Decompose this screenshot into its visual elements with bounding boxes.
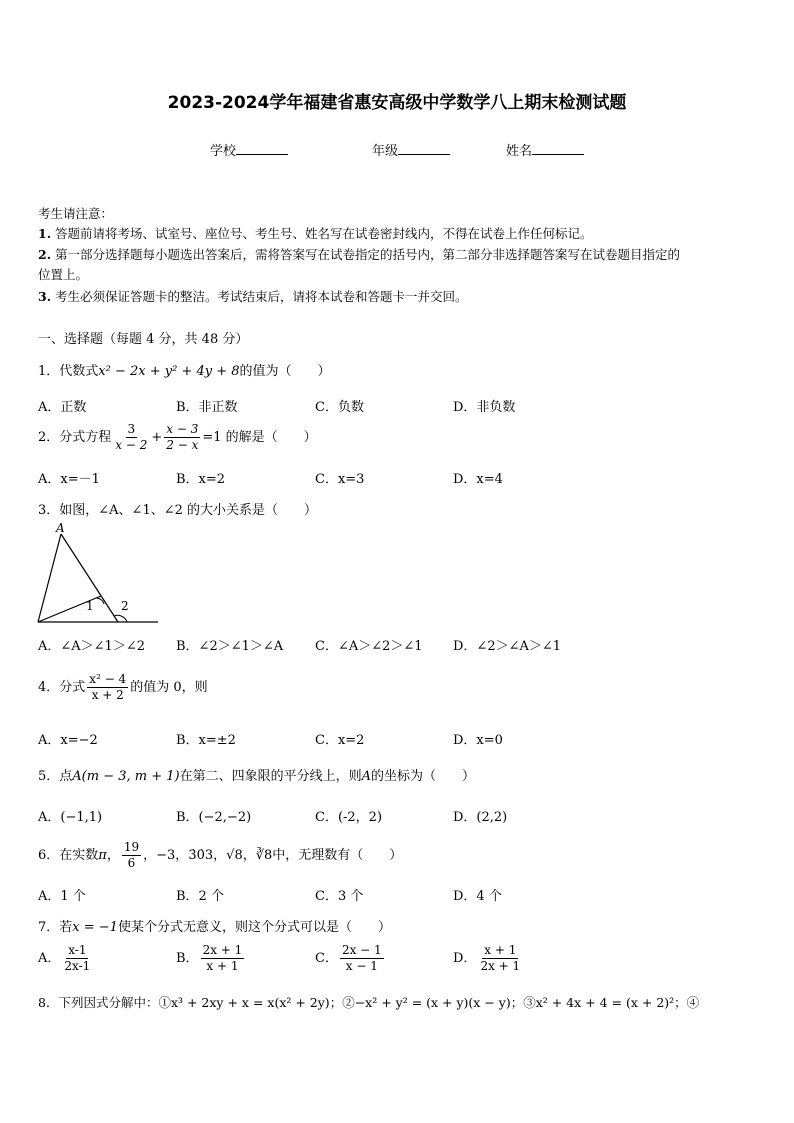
question-2: 2．分式方程 $\frac{3}{x - 2}$ + $\frac{x - 3}{2 - x}$ =1 的解是（ ） (38, 422, 317, 452)
option-b[interactable]: B． $\frac{2x + 1}{x + 1}$ (176, 943, 243, 973)
question-7: 7．若x = −1使某个分式无意义，则这个分式可以是（ ） (38, 920, 391, 935)
option-b[interactable]: B．2 个 (176, 889, 224, 904)
option-c[interactable]: C．(-2，2) (315, 810, 383, 825)
notice-item: 1. 答题前请将考场、试室号、座位号、考生号、姓名写在试卷密封线内，不得在试卷上作任何标记。 (38, 226, 593, 241)
notice-heading: 考生请注意： (38, 206, 114, 221)
question-4: 4．分式 $\frac{\text{x² − 4}}{x + 2}$ 的值为 0，则 (38, 672, 208, 702)
option-a[interactable]: A．x=−2 (38, 733, 98, 748)
sqrt-8: √8 (226, 848, 243, 863)
option-a[interactable]: A．正数 (38, 400, 87, 415)
fraction: $\frac{19}{6}$ (123, 840, 140, 870)
school-field[interactable] (210, 140, 288, 159)
notice-item: 2. 第一部分选择题每小题选出答案后，需将答案写在试卷指定的括号内，第二部分非选择题答案写在试卷题目指定的 (38, 247, 681, 262)
option-c[interactable]: C．3 个 (315, 889, 364, 904)
option-c[interactable]: C．x=3 (315, 472, 365, 487)
option-c[interactable]: C． $\frac{2x - 1}{x - 1}$ (315, 943, 382, 973)
option-d[interactable]: D．(2,2) (453, 810, 508, 825)
fraction: $\frac{\text{x² − 4}}{x + 2}$ (89, 672, 127, 702)
option-b[interactable]: B．x=2 (176, 472, 226, 487)
school-label: 学校 (210, 144, 237, 159)
option-b[interactable]: B．∠2＞∠1＞∠A (176, 639, 284, 654)
question-1: 1．代数式x² − 2x + y² + 4y + 8的值为（ ） (38, 364, 331, 379)
option-c[interactable]: C．∠A＞∠2＞∠1 (315, 639, 423, 654)
option-b[interactable]: B．x=±2 (176, 733, 236, 748)
fraction: $\frac{3}{x - 2}$ (115, 422, 148, 452)
question-6: 6．在实数π， $\frac{19}{6}$ ，−3，3̇0̇3，√8，∛8中，无理数有（ ） (38, 840, 403, 870)
grade-field[interactable] (372, 140, 450, 159)
vertex-a-label: A (56, 521, 65, 535)
option-d[interactable]: D．∠2＞∠A＞∠1 (453, 639, 562, 654)
repeating-decimal: 3̇0̇3 (188, 848, 214, 863)
option-b[interactable]: B．(−2,−2) (176, 810, 252, 825)
expression: x² − 2x + y² + 4y + 8 (98, 364, 240, 379)
notice-item: 3. 考生必须保证答题卡的整洁。考试结束后，请将本试卷和答题卡一并交回。 (38, 289, 468, 304)
grade-label: 年级 (372, 144, 399, 159)
name-label: 姓名 (506, 144, 533, 159)
angle-2-label: 2 (121, 599, 129, 613)
option-c[interactable]: C．x=2 (315, 733, 365, 748)
page-title: 2023-2024学年福建省惠安高级中学数学八上期末检测试题 (167, 93, 627, 113)
triangle-figure (30, 520, 165, 628)
section-heading: 一、选择题（每题 4 分，共 48 分） (38, 332, 249, 347)
cbrt-8: ∛8 (255, 848, 273, 863)
notice-item-continuation: 位置上。 (38, 267, 89, 282)
option-d[interactable]: D．x=4 (453, 472, 503, 487)
question-8: 8．下列因式分解中：①x³ + 2xy + x = x(x² + 2y)；②−x² + y² = (x + y)(x − y)；③x² + 4x + 4 = (x + 2)²；④ (38, 995, 700, 1010)
fraction: $\frac{x - 3}{2 - x}$ (166, 422, 199, 452)
option-a[interactable]: A．1 个 (38, 889, 86, 904)
option-d[interactable]: D．非负数 (453, 400, 516, 415)
option-a[interactable]: A． $\frac{x-1}{2x-1}$ (38, 943, 91, 973)
question-5: 5．点A(m − 3, m + 1)在第二、四象限的平分线上，则A的坐标为（ ） (38, 769, 476, 784)
option-b[interactable]: B．非正数 (176, 400, 238, 415)
option-c[interactable]: C．负数 (315, 400, 364, 415)
angle-1-label: 1 (86, 599, 94, 613)
option-d[interactable]: D． $\frac{x + 1}{2x + 1}$ (453, 943, 521, 973)
option-a[interactable]: A．x=－1 (38, 472, 100, 487)
name-field[interactable] (506, 140, 584, 159)
option-d[interactable]: D．x=0 (453, 733, 503, 748)
option-a[interactable]: A．∠A＞∠1＞∠2 (38, 639, 145, 654)
option-a[interactable]: A．(−1,1) (38, 810, 103, 825)
option-d[interactable]: D．4 个 (453, 889, 502, 904)
question-3: 3．如图，∠A、∠1、∠2 的大小关系是（ ） (38, 503, 318, 518)
